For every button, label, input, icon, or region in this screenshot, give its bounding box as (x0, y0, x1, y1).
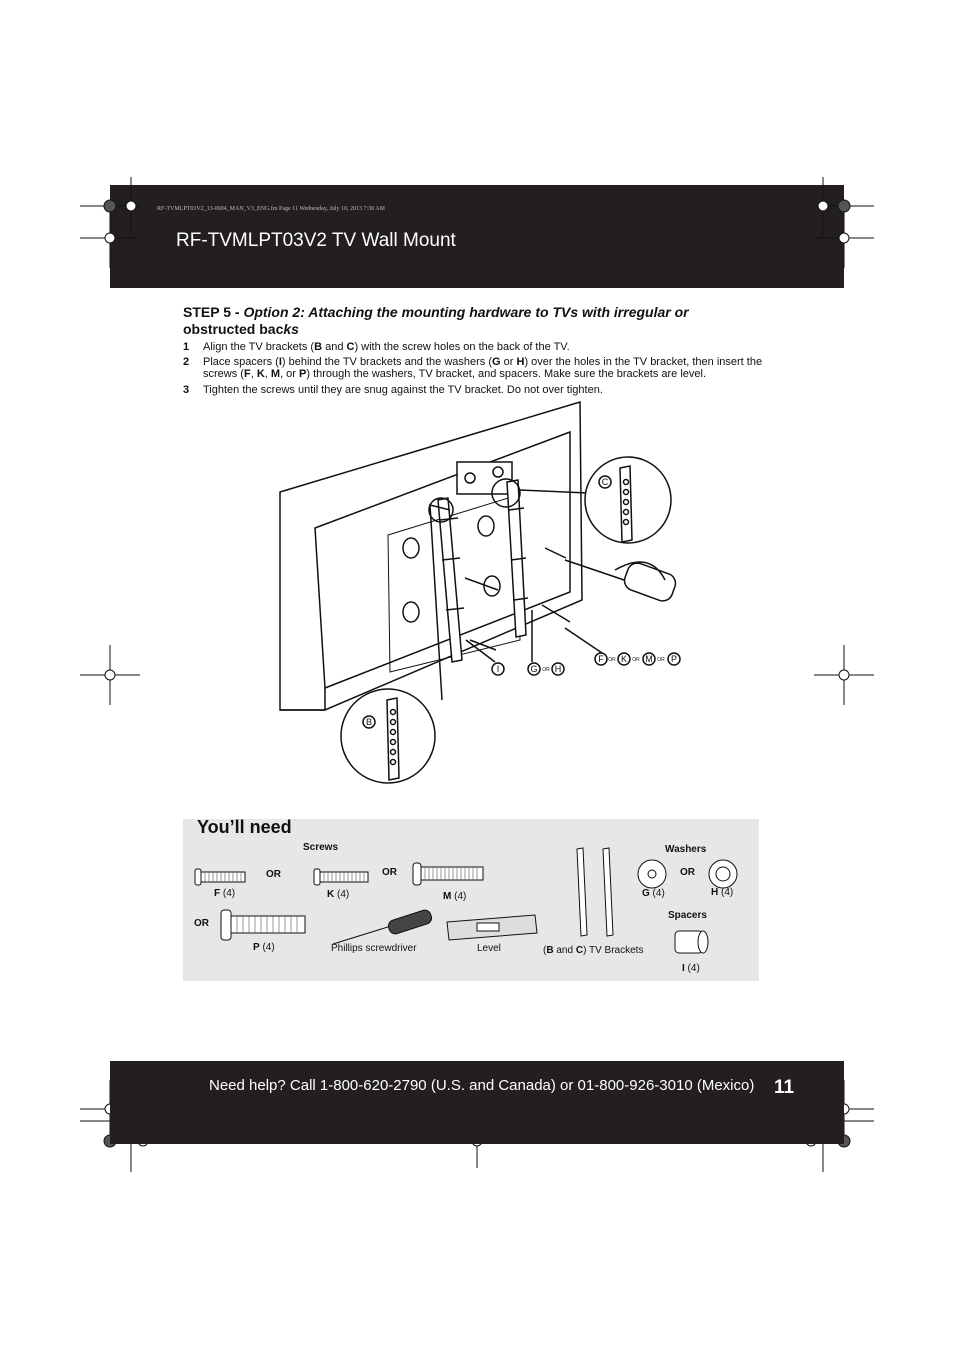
instruction-3: 3 Tighten the screws until they are snug against the TV bracket. Do not over tighten. (183, 384, 603, 396)
instruction-2: 2 Place spacers (I) behind the TV brackets and the washers (G or H) over the holes in the TV bracket, then insert the screws (F, K, M, or P) through the washers, TV bracket, and spacers. Make sure the brackets are level. (183, 356, 763, 380)
instruction-1: 1 Align the TV brackets (B and C) with the screw holes on the back of the TV. (183, 341, 570, 353)
hardware-illustrations (183, 819, 759, 981)
item-brackets-label: (B and C) TV Brackets (543, 945, 644, 956)
or-label: OR (382, 867, 397, 878)
screws-header: Screws (303, 842, 339, 853)
label-or: OR (657, 657, 665, 663)
or-label: OR (194, 918, 209, 929)
item-i-label: I (4) (682, 963, 700, 974)
item-k-label: K (4) (327, 889, 350, 900)
label-i: I (496, 664, 500, 674)
or-label: OR (680, 867, 695, 878)
footer-band (110, 1061, 844, 1144)
label-g: G (530, 664, 538, 674)
item-h-label: H (4) (711, 887, 734, 898)
label-or: OR (608, 657, 616, 663)
spacers-header: Spacers (668, 910, 707, 921)
help-text: Need help? Call 1-800-620-2790 (U.S. and Canada) or 01-800-926-3010 (Mexico) (209, 1077, 755, 1094)
label-m: M (645, 654, 653, 664)
item-f-label: F (4) (214, 888, 236, 899)
tv-mount-illustration (270, 400, 690, 790)
washers-header: Washers (665, 844, 707, 855)
step-title: STEP 5 - Option 2: Attaching the mounting hardware to TVs with irregular or obstructed backs (183, 304, 689, 337)
label-or: OR (632, 657, 640, 663)
label-p: P (670, 654, 678, 664)
label-h: H (554, 664, 562, 674)
item-screwdriver-label: Phillips screwdriver (331, 943, 417, 954)
item-level-label: Level (477, 943, 501, 954)
callout-b: B (365, 717, 373, 727)
label-f: F (598, 654, 604, 664)
callout-c: C (601, 477, 609, 487)
item-p-label: P (4) (253, 942, 275, 953)
page-title: RF-TVMLPT03V2 TV Wall Mount (176, 230, 456, 251)
item-m-label: M (4) (443, 891, 467, 902)
label-or: OR (542, 667, 550, 673)
or-label: OR (266, 869, 281, 880)
label-k: K (620, 654, 628, 664)
youll-need-title: You’ll need (197, 817, 292, 837)
item-g-label: G (4) (642, 888, 665, 899)
print-slug: RF-TVMLPT03V2_13-0604_MAN_V3_ENG.fm Page 11 Wednesday, July 10, 2013 7:30 AM (157, 206, 385, 212)
page-number: 11 (774, 1077, 795, 1098)
